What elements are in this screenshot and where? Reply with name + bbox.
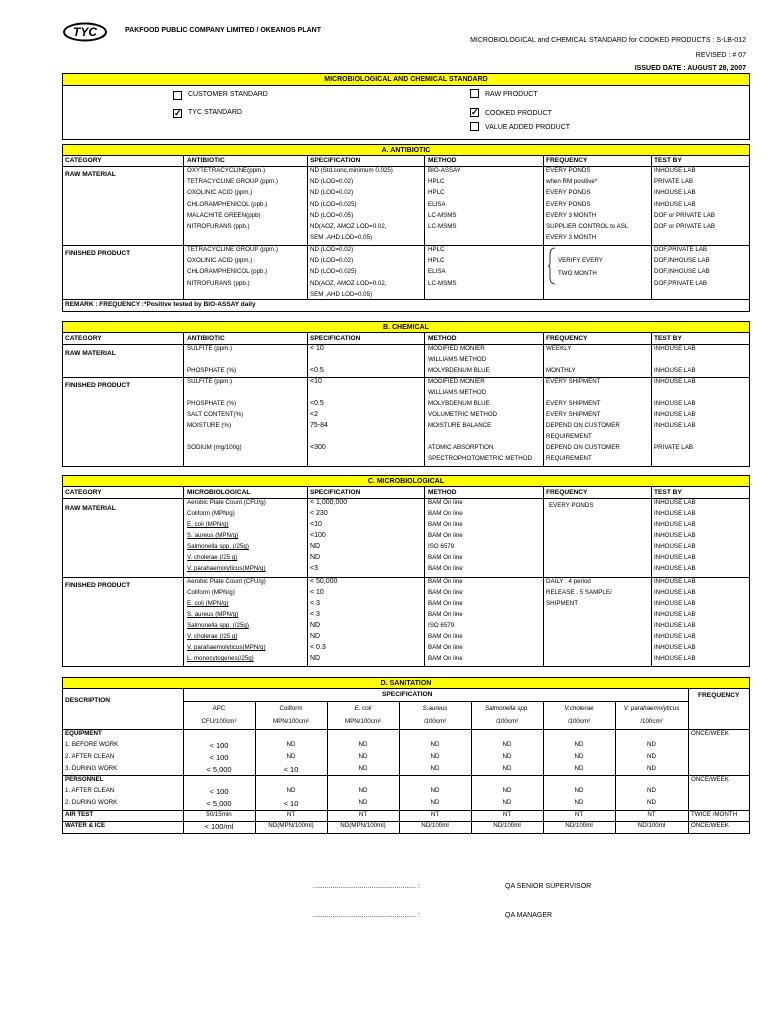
chemical-method: MOLYBDENUM BLUE <box>428 367 490 374</box>
antibiotic-raw-item: CHLORAMPHENICOL (ppb.) <box>187 200 268 208</box>
antibiotic-raw-method: HPLC <box>428 189 445 197</box>
sanitation-desc: 2. DURING WORK <box>65 799 118 806</box>
raw-material-label: RAW MATERIAL <box>65 505 116 512</box>
antibiotic-raw-item: OXOLINIC ACID (ppm.) <box>187 189 253 197</box>
frequency-label: FREQUENCY <box>698 692 740 699</box>
micro-fin-test: INHOUSE LAB <box>654 589 696 596</box>
sanitation-value: < 100 <box>209 741 229 750</box>
chemical-item: PHOSPHATE (%) <box>187 367 237 374</box>
col-test-by: TEST BY <box>654 335 682 342</box>
chemical-item: SALT CONTENT(%) <box>187 411 244 418</box>
chemical-item: SODIUM (mg/100g) <box>187 444 242 451</box>
sanitation-value: < 10 <box>283 799 299 808</box>
chemical-freq: EVERY SHIPMENT <box>546 411 601 418</box>
chemical-method: ATOMIC ABSORPTION <box>428 444 494 451</box>
chemical-spec: 75-84 <box>310 422 328 429</box>
signature-line-manager: ..................................................... : <box>313 912 420 919</box>
antibiotic-raw-freq: EVERY 3 MONTH <box>546 211 597 219</box>
col-method: METHOD <box>428 489 457 496</box>
micro-raw-method: ISO 6579 <box>428 543 455 550</box>
antibiotic-raw-freq: EVERY PONDS <box>546 200 591 208</box>
sanitation-head-unit: MPN/100cm² <box>344 718 382 725</box>
antibiotic-fin-spec: ND(AOZ, AMOZ LOD=0.02, <box>310 279 387 287</box>
micro-fin-spec: < 3 <box>310 600 320 607</box>
antibiotic-raw-spec: ND (LOD=0.05) <box>310 211 354 219</box>
antibiotic-fin-test: DOF,PRIVATE LAB <box>654 246 708 253</box>
finished-product-label: FINISHED PRODUCT <box>65 382 131 389</box>
sanitation-head-name: E. coli <box>354 705 372 712</box>
revision: REVISED : # 07 <box>695 52 746 59</box>
col-microbiological: MICROBIOLOGICAL <box>187 489 251 496</box>
micro-raw-spec: <3 <box>310 565 318 572</box>
micro-raw-test: INHOUSE LAB <box>654 565 696 572</box>
antibiotic-raw-test: INHOUSE LAB <box>654 189 696 197</box>
micro-raw-item: Aerobic Plate Count (CFU/g) <box>187 499 266 506</box>
sanitation-frequency: ONCE/WEEK <box>691 776 729 783</box>
sanitation-value: ND <box>430 787 440 794</box>
company-name: PAKFOOD PUBLIC COMPANY LIMITED / OKEANOS PLANT <box>125 27 322 34</box>
raw-material-label: RAW MATERIAL <box>65 350 116 357</box>
sanitation-head-name: APC <box>212 705 226 712</box>
sanitation-value: ND <box>358 765 368 772</box>
sanitation-value: ND <box>358 787 368 794</box>
remark: REMARK : FREQUENCY :*Positive tested by BIO-ASSAY daily <box>65 301 256 308</box>
issued-date: ISSUED DATE : AUGUST 28, 2007 <box>634 65 746 72</box>
cooked-product-label: COOKED PRODUCT <box>485 110 552 117</box>
col-frequency: FREQUENCY <box>546 335 588 342</box>
sanitation-value: ND <box>286 753 296 760</box>
sanitation-frequency: TWICE /MONTH <box>691 811 738 818</box>
micro-fin-frequency: RELEASE : 5 SAMPLE/ <box>546 589 612 596</box>
sanitation-value: ND <box>574 741 584 748</box>
antibiotic-fin-spec: ND (LOD=0.02) <box>310 246 354 253</box>
micro-fin-item: E. coli (MPN/g) <box>187 600 229 607</box>
raw-product-checkbox[interactable] <box>470 89 479 98</box>
micro-fin-test: INHOUSE LAB <box>654 655 696 662</box>
micro-fin-frequency: DAILY : 4 period <box>546 578 591 585</box>
finished-product-label: FINISHED PRODUCT <box>65 250 131 257</box>
raw-material-label: RAW MATERIAL <box>65 171 116 178</box>
micro-fin-method: BAM On line <box>428 600 463 607</box>
antibiotic-raw-method: ELISA <box>428 200 446 208</box>
micro-fin-spec: ND <box>310 655 321 662</box>
antibiotic-fin-test: DOF,INHOUSE LAB <box>654 268 710 276</box>
col-category: CATEGORY <box>65 489 102 496</box>
micro-fin-test: INHOUSE LAB <box>654 578 696 585</box>
micro-fin-spec: < 50,000 <box>310 578 338 585</box>
section-a-title: A. ANTIBIOTIC <box>62 144 750 156</box>
chemical-freq: REQUIREMENT <box>546 433 592 440</box>
antibiotic-fin-method: HPLC <box>428 257 445 265</box>
antibiotic-raw-spec: ND (LOD=0.02) <box>310 189 354 197</box>
micro-raw-item: Coliform (MPN/g) <box>187 510 235 517</box>
chemical-freq: EVERY SHIPMENT <box>546 400 601 407</box>
micro-fin-item: Coliform (MPN/g) <box>187 589 235 596</box>
sanitation-head-name: Salmonella spp. <box>484 705 530 712</box>
sanitation-value: < 100 <box>209 753 229 762</box>
antibiotic-fin-item: NITROFURANS (ppb.) <box>187 279 250 287</box>
chemical-method: MOISTURE BALANCE <box>428 422 492 429</box>
sanitation-value: ND(MPN/100ml) <box>268 822 314 829</box>
sanitation-value: ND <box>647 753 656 760</box>
section-c-title: C. MICROBIOLOGICAL <box>62 475 750 487</box>
sanitation-head-unit: /100cm² <box>423 718 447 725</box>
col-category: CATEGORY <box>65 335 102 342</box>
micro-fin-test: INHOUSE LAB <box>654 611 696 618</box>
sanitation-value: ND <box>430 799 440 806</box>
chemical-freq: MONTHLY <box>546 367 576 374</box>
chemical-freq: DEPEND ON CUSTOMER <box>546 444 620 451</box>
sanitation-value: ND <box>647 765 656 772</box>
sanitation-value: ND <box>286 741 296 748</box>
sanitation-value: ND <box>502 765 512 772</box>
micro-raw-test: INHOUSE LAB <box>654 521 696 528</box>
specification-label: SPECIFICATION <box>382 691 433 698</box>
chemical-freq: WEEKLY <box>546 345 572 352</box>
antibiotic-raw-test: PRIVATE LAB <box>654 178 693 186</box>
sanitation-value: < 100/ml <box>204 822 234 831</box>
sanitation-head-name: Coliform <box>279 705 303 712</box>
document-title: MICROBIOLOGICAL and CHEMICAL STANDARD for COOKED PRODUCTS : S-LB-012 <box>470 37 746 44</box>
sanitation-frequency: ONCE/WEEK <box>691 822 729 829</box>
antibiotic-raw-freq: SUPPLIER CONTROL to ASL <box>546 223 629 230</box>
micro-raw-test: INHOUSE LAB <box>654 499 696 506</box>
micro-raw-test: INHOUSE LAB <box>654 510 696 517</box>
chemical-item: MOISTURE (%) <box>187 422 231 429</box>
chemical-item: SULFITE (ppm.) <box>187 345 233 352</box>
micro-fin-item: L. monocytogenes(/25g) <box>187 655 254 662</box>
col-specification: SPECIFICATION <box>310 335 361 342</box>
antibiotic-raw-freq: EVERY PONDS <box>546 189 591 197</box>
antibiotic-fin-spec: ND (LOD=0.025) <box>310 268 357 276</box>
micro-raw-test: INHOUSE LAB <box>654 543 696 550</box>
cooked-product-checkbox[interactable]: ✓ <box>471 107 479 117</box>
sanitation-desc: 1. AFTER CLEAN <box>65 787 115 794</box>
sanitation-value: ND/100ml <box>565 822 593 829</box>
chemical-method: MODIFIED MONIER <box>428 345 485 352</box>
col-test-by: TEST BY <box>654 157 682 164</box>
sanitation-value: ND <box>647 741 656 748</box>
chemical-freq: REQUIREMENT <box>546 455 592 462</box>
chemical-test: INHOUSE LAB <box>654 378 696 385</box>
chemical-method: MODIFIED MONIER <box>428 378 485 385</box>
micro-fin-method: BAM On line <box>428 578 463 585</box>
micro-fin-method: BAM On line <box>428 611 463 618</box>
col-antibiotic: ANTIBIOTIC <box>187 157 225 164</box>
antibiotic-fin-spec: SEM ,AHD LOD=0.05) <box>310 290 373 298</box>
sanitation-desc: PERSONNEL <box>65 776 104 783</box>
sanitation-head-unit: MPN/100cm² <box>272 718 310 725</box>
sanitation-value: ND <box>430 741 440 748</box>
sanitation-value: ND <box>574 799 584 806</box>
col-specification: SPECIFICATION <box>310 489 361 496</box>
sanitation-desc: 1. BEFORE WORK <box>65 741 119 748</box>
sanitation-value: ND/100ml <box>493 822 521 829</box>
col-specification: SPECIFICATION <box>310 157 361 164</box>
micro-fin-test: INHOUSE LAB <box>654 600 696 607</box>
col-test-by: TEST BY <box>654 489 682 496</box>
sanitation-value: ND <box>358 799 368 806</box>
antibiotic-fin-test: DOF,PRIVATE LAB <box>654 279 708 287</box>
antibiotic-raw-spec: ND (LOD=0.02) <box>310 178 354 186</box>
antibiotic-raw-method: HPLC <box>428 178 445 186</box>
customer-standard-label: CUSTOMER STANDARD <box>188 91 268 98</box>
chemical-method: WILLIAMS METHOD <box>428 389 487 396</box>
micro-fin-spec: ND <box>310 633 321 640</box>
antibiotic-fin-method: LC-MSMS <box>428 279 457 287</box>
chemical-spec: < 10 <box>310 345 324 352</box>
antibiotic-raw-method: LC-MSMS <box>428 223 457 230</box>
micro-raw-method: BAM On line <box>428 510 463 517</box>
sanitation-value: NT <box>358 811 368 818</box>
col-method: METHOD <box>428 335 457 342</box>
customer-standard-checkbox[interactable] <box>173 91 182 100</box>
sanitation-head-unit: CFU/100cm² <box>201 718 237 725</box>
micro-raw-method: BAM On line <box>428 521 463 528</box>
micro-fin-method: BAM On line <box>428 633 463 640</box>
chemical-test: INHOUSE LAB <box>654 367 696 374</box>
sanitation-value: NT <box>430 811 440 818</box>
micro-raw-item: S. aureus (MPN/g) <box>187 532 239 539</box>
chemical-method: SPECTROPHOTOMETRIC METHOD <box>428 455 533 462</box>
micro-raw-spec: ND <box>310 554 321 561</box>
sanitation-value: ND <box>574 753 584 760</box>
value-added-label: VALUE ADDED PRODUCT <box>485 124 571 131</box>
sanitation-frequency: ONCE/WEEK <box>691 730 729 737</box>
antibiotic-raw-item: TETRACYCLINE GROUP (ppm.) <box>187 178 278 186</box>
micro-raw-spec: <10 <box>310 521 322 528</box>
sanitation-value: ND <box>286 787 296 794</box>
chemical-spec: <0.5 <box>310 400 324 407</box>
antibiotic-raw-item: OXYTETRACYCLINE(ppm.) <box>187 167 266 174</box>
chemical-test: INHOUSE LAB <box>654 345 696 352</box>
section-a-table <box>62 144 750 312</box>
sanitation-value: NT <box>574 811 584 818</box>
sanitation-value: NT <box>647 811 656 818</box>
micro-fin-spec: ND <box>310 622 321 629</box>
chemical-method: MOLYBDENUM BLUE <box>428 400 490 407</box>
antibiotic-raw-spec: SEM ,AHD LOD=0.05) <box>310 234 373 242</box>
chemical-method: WILLIAMS METHOD <box>428 356 487 363</box>
sanitation-desc: 3. DURING WORK <box>65 765 118 772</box>
micro-raw-spec: ND <box>310 543 321 550</box>
chemical-spec: <10 <box>310 378 322 385</box>
micro-fin-item: Aerobic Plate Count (CFU/g) <box>187 578 266 585</box>
antibiotic-raw-spec: ND(AOZ, AMOZ LOD=0.02, <box>310 223 387 230</box>
antibiotic-raw-spec: ND (LOD=0.025) <box>310 200 357 208</box>
chemical-spec: <0.5 <box>310 367 324 374</box>
micro-fin-method: ISO 6579 <box>428 622 455 629</box>
micro-fin-test: INHOUSE LAB <box>654 633 696 640</box>
micro-fin-frequency: SHIPMENT <box>546 600 578 607</box>
micro-raw-test: INHOUSE LAB <box>654 532 696 539</box>
micro-fin-test: INHOUSE LAB <box>654 622 696 629</box>
antibiotic-fin-method: HPLC <box>428 246 445 253</box>
antibiotic-raw-test: INHOUSE LAB <box>654 200 696 208</box>
micro-raw-method: BAM On line <box>428 565 463 572</box>
col-category: CATEGORY <box>65 157 102 164</box>
chemical-spec: <300 <box>310 444 326 451</box>
col-method: METHOD <box>428 157 457 164</box>
sanitation-value: ND <box>502 741 512 748</box>
micro-raw-item: E. coli (MPN/g) <box>187 521 229 528</box>
sanitation-desc: WATER & ICE <box>65 822 106 829</box>
signature-line-supervisor: ..................................................... : <box>313 883 420 890</box>
micro-raw-item: V. cholerae (/25 g) <box>187 554 238 561</box>
qa-senior-supervisor: QA SENIOR SUPERVISOR <box>505 883 592 890</box>
micro-fin-item: S. aureus (MPN/g) <box>187 611 239 618</box>
company-logo <box>62 22 108 42</box>
antibiotic-raw-item: MALACHITE GREEN(ppb) <box>187 211 261 219</box>
description-label: DESCRIPTION <box>65 697 111 704</box>
svg-text:TYC: TYC <box>73 25 97 39</box>
sanitation-head-unit: /100cm² <box>567 718 591 725</box>
sanitation-value: NT <box>502 811 512 818</box>
micro-raw-item: V. parahaemolyticus(MPN/g) <box>187 565 266 572</box>
antibiotic-raw-test: INHOUSE LAB <box>654 167 696 174</box>
sanitation-value: 50/15min <box>206 811 232 818</box>
micro-raw-spec: < 230 <box>310 510 328 517</box>
sanitation-value: ND <box>358 741 368 748</box>
chemical-freq: DEPEND ON CUSTOMER <box>546 422 620 429</box>
micro-fin-spec: < 3 <box>310 611 320 618</box>
sanitation-desc: EQUIPMENT <box>65 730 102 737</box>
micro-raw-spec: < 1,000,000 <box>310 499 348 506</box>
micro-raw-method: BAM On line <box>428 532 463 539</box>
sanitation-value: ND <box>502 787 512 794</box>
chemical-test: INHOUSE LAB <box>654 422 696 429</box>
antibiotic-fin-spec: ND (LOD=0.02) <box>310 257 354 265</box>
qa-manager: QA MANAGER <box>505 912 553 919</box>
antibiotic-fin-test: DOF,INHOUSE LAB <box>654 257 710 265</box>
chemical-item: SULFITE (ppm.) <box>187 378 233 385</box>
finished-product-label: FINISHED PRODUCT <box>65 582 131 589</box>
sanitation-value: ND <box>647 799 656 806</box>
micro-fin-method: BAM On line <box>428 589 463 596</box>
sanitation-value: < 10 <box>283 765 299 774</box>
chemical-test: PRIVATE LAB <box>654 444 693 451</box>
sanitation-head-unit: /100cm² <box>640 718 663 725</box>
sanitation-value: ND <box>574 787 584 794</box>
chemical-freq: EVERY SHIPMENT <box>546 378 601 385</box>
value-added-checkbox[interactable] <box>470 122 479 131</box>
fin-freq-2: TWO MONTH <box>558 270 597 277</box>
micro-raw-method: BAM On line <box>428 554 463 561</box>
sanitation-value: < 5,000 <box>206 765 232 774</box>
tyc-standard-label: TYC STANDARD <box>188 109 242 116</box>
fin-freq-1: VERIFY EVERY <box>558 257 603 264</box>
sanitation-value: ND/100ml <box>421 822 449 829</box>
sanitation-desc: 2. AFTER CLEAN <box>65 753 115 760</box>
antibiotic-fin-method: ELISA <box>428 268 446 276</box>
antibiotic-raw-test: DOF or PRIVATE LAB <box>654 211 715 219</box>
sanitation-head-name: S.aureus <box>422 705 448 712</box>
antibiotic-raw-freq: EVERY PONDS <box>546 167 591 174</box>
sanitation-value: NT <box>286 811 296 818</box>
micro-raw-test: INHOUSE LAB <box>654 554 696 561</box>
chemical-method: VOLUMETRIC METHOD <box>428 411 498 418</box>
micro-raw-item: Salmonella spp. (/25g) <box>187 543 249 550</box>
antibiotic-raw-item: NITROFURANS (ppb.) <box>187 223 250 230</box>
micro-fin-method: BAM On line <box>428 644 463 651</box>
micro-raw-method: BAM On line <box>428 499 463 506</box>
section-b-table <box>62 321 750 467</box>
sanitation-value: ND(MPN/100ml) <box>340 822 386 829</box>
chemical-item: PHOSPHATE (%) <box>187 400 237 407</box>
antibiotic-fin-item: TETRACYCLINE GROUP (ppm.) <box>187 246 278 253</box>
antibiotic-raw-freq: EVERY 3 MONTH <box>546 234 597 242</box>
antibiotic-raw-method: BIO-ASSAY <box>428 167 461 174</box>
micro-fin-spec: < 0.3 <box>310 644 326 651</box>
section-d-title: D. SANITATION <box>62 677 750 689</box>
sanitation-value: ND <box>502 753 512 760</box>
raw-product-label: RAW PRODUCT <box>485 91 538 98</box>
sanitation-value: ND <box>430 765 440 772</box>
sanitation-value: ND <box>647 787 656 794</box>
antibiotic-raw-test: DOF or PRIVATE LAB <box>654 223 715 230</box>
chemical-spec: <2 <box>310 411 318 418</box>
antibiotic-fin-item: OXOLINIC ACID (ppm.) <box>187 257 253 265</box>
sanitation-head-name: V.cholerae <box>564 705 594 712</box>
sanitation-value: ND <box>502 799 512 806</box>
antibiotic-raw-method: LC-MSMS <box>428 211 457 219</box>
col-frequency: FREQUENCY <box>546 489 588 496</box>
micro-raw-spec: <100 <box>310 532 326 539</box>
sanitation-value: ND <box>574 765 584 772</box>
chemical-test: INHOUSE LAB <box>654 400 696 407</box>
chemical-test: INHOUSE LAB <box>654 411 696 418</box>
micro-fin-method: BAM On line <box>428 655 463 662</box>
micro-fin-item: V. cholerae (/25 g) <box>187 633 238 640</box>
micro-fin-spec: < 10 <box>310 589 324 596</box>
raw-frequency: EVERY PONDS <box>549 502 594 509</box>
antibiotic-raw-spec: ND (Std.conc.minimum 0.025) <box>310 167 393 174</box>
micro-fin-item: V. parahaemolyticus(MPN/g) <box>187 644 266 651</box>
section-c-table <box>62 475 750 667</box>
standard-title: MICROBIOLOGICAL AND CHEMICAL STANDARD <box>62 73 750 86</box>
frequency-brace <box>548 247 556 285</box>
sanitation-value: ND <box>430 753 440 760</box>
sanitation-value: ND/100ml <box>637 822 666 829</box>
sanitation-head-unit: /100cm² <box>495 718 519 725</box>
tyc-standard-checkbox[interactable]: ✓ <box>174 108 182 118</box>
micro-fin-test: INHOUSE LAB <box>654 644 696 651</box>
antibiotic-fin-item: CHLORAMPHENICOL (ppb.) <box>187 268 268 276</box>
sanitation-value: < 100 <box>209 787 229 796</box>
sanitation-value: < 5,000 <box>206 799 232 808</box>
sanitation-desc: AIR TEST <box>65 811 94 818</box>
col-frequency: FREQUENCY <box>546 157 588 164</box>
section-b-title: B. CHEMICAL <box>62 321 750 333</box>
col-antibiotic: ANTIBIOTIC <box>187 335 225 342</box>
sanitation-head-name: V. parahaemolyticus <box>623 705 680 712</box>
micro-fin-item: Salmonella spp. (/25g) <box>187 622 249 629</box>
sanitation-value: ND <box>358 753 368 760</box>
antibiotic-raw-freq: when RM positive* <box>546 178 598 186</box>
